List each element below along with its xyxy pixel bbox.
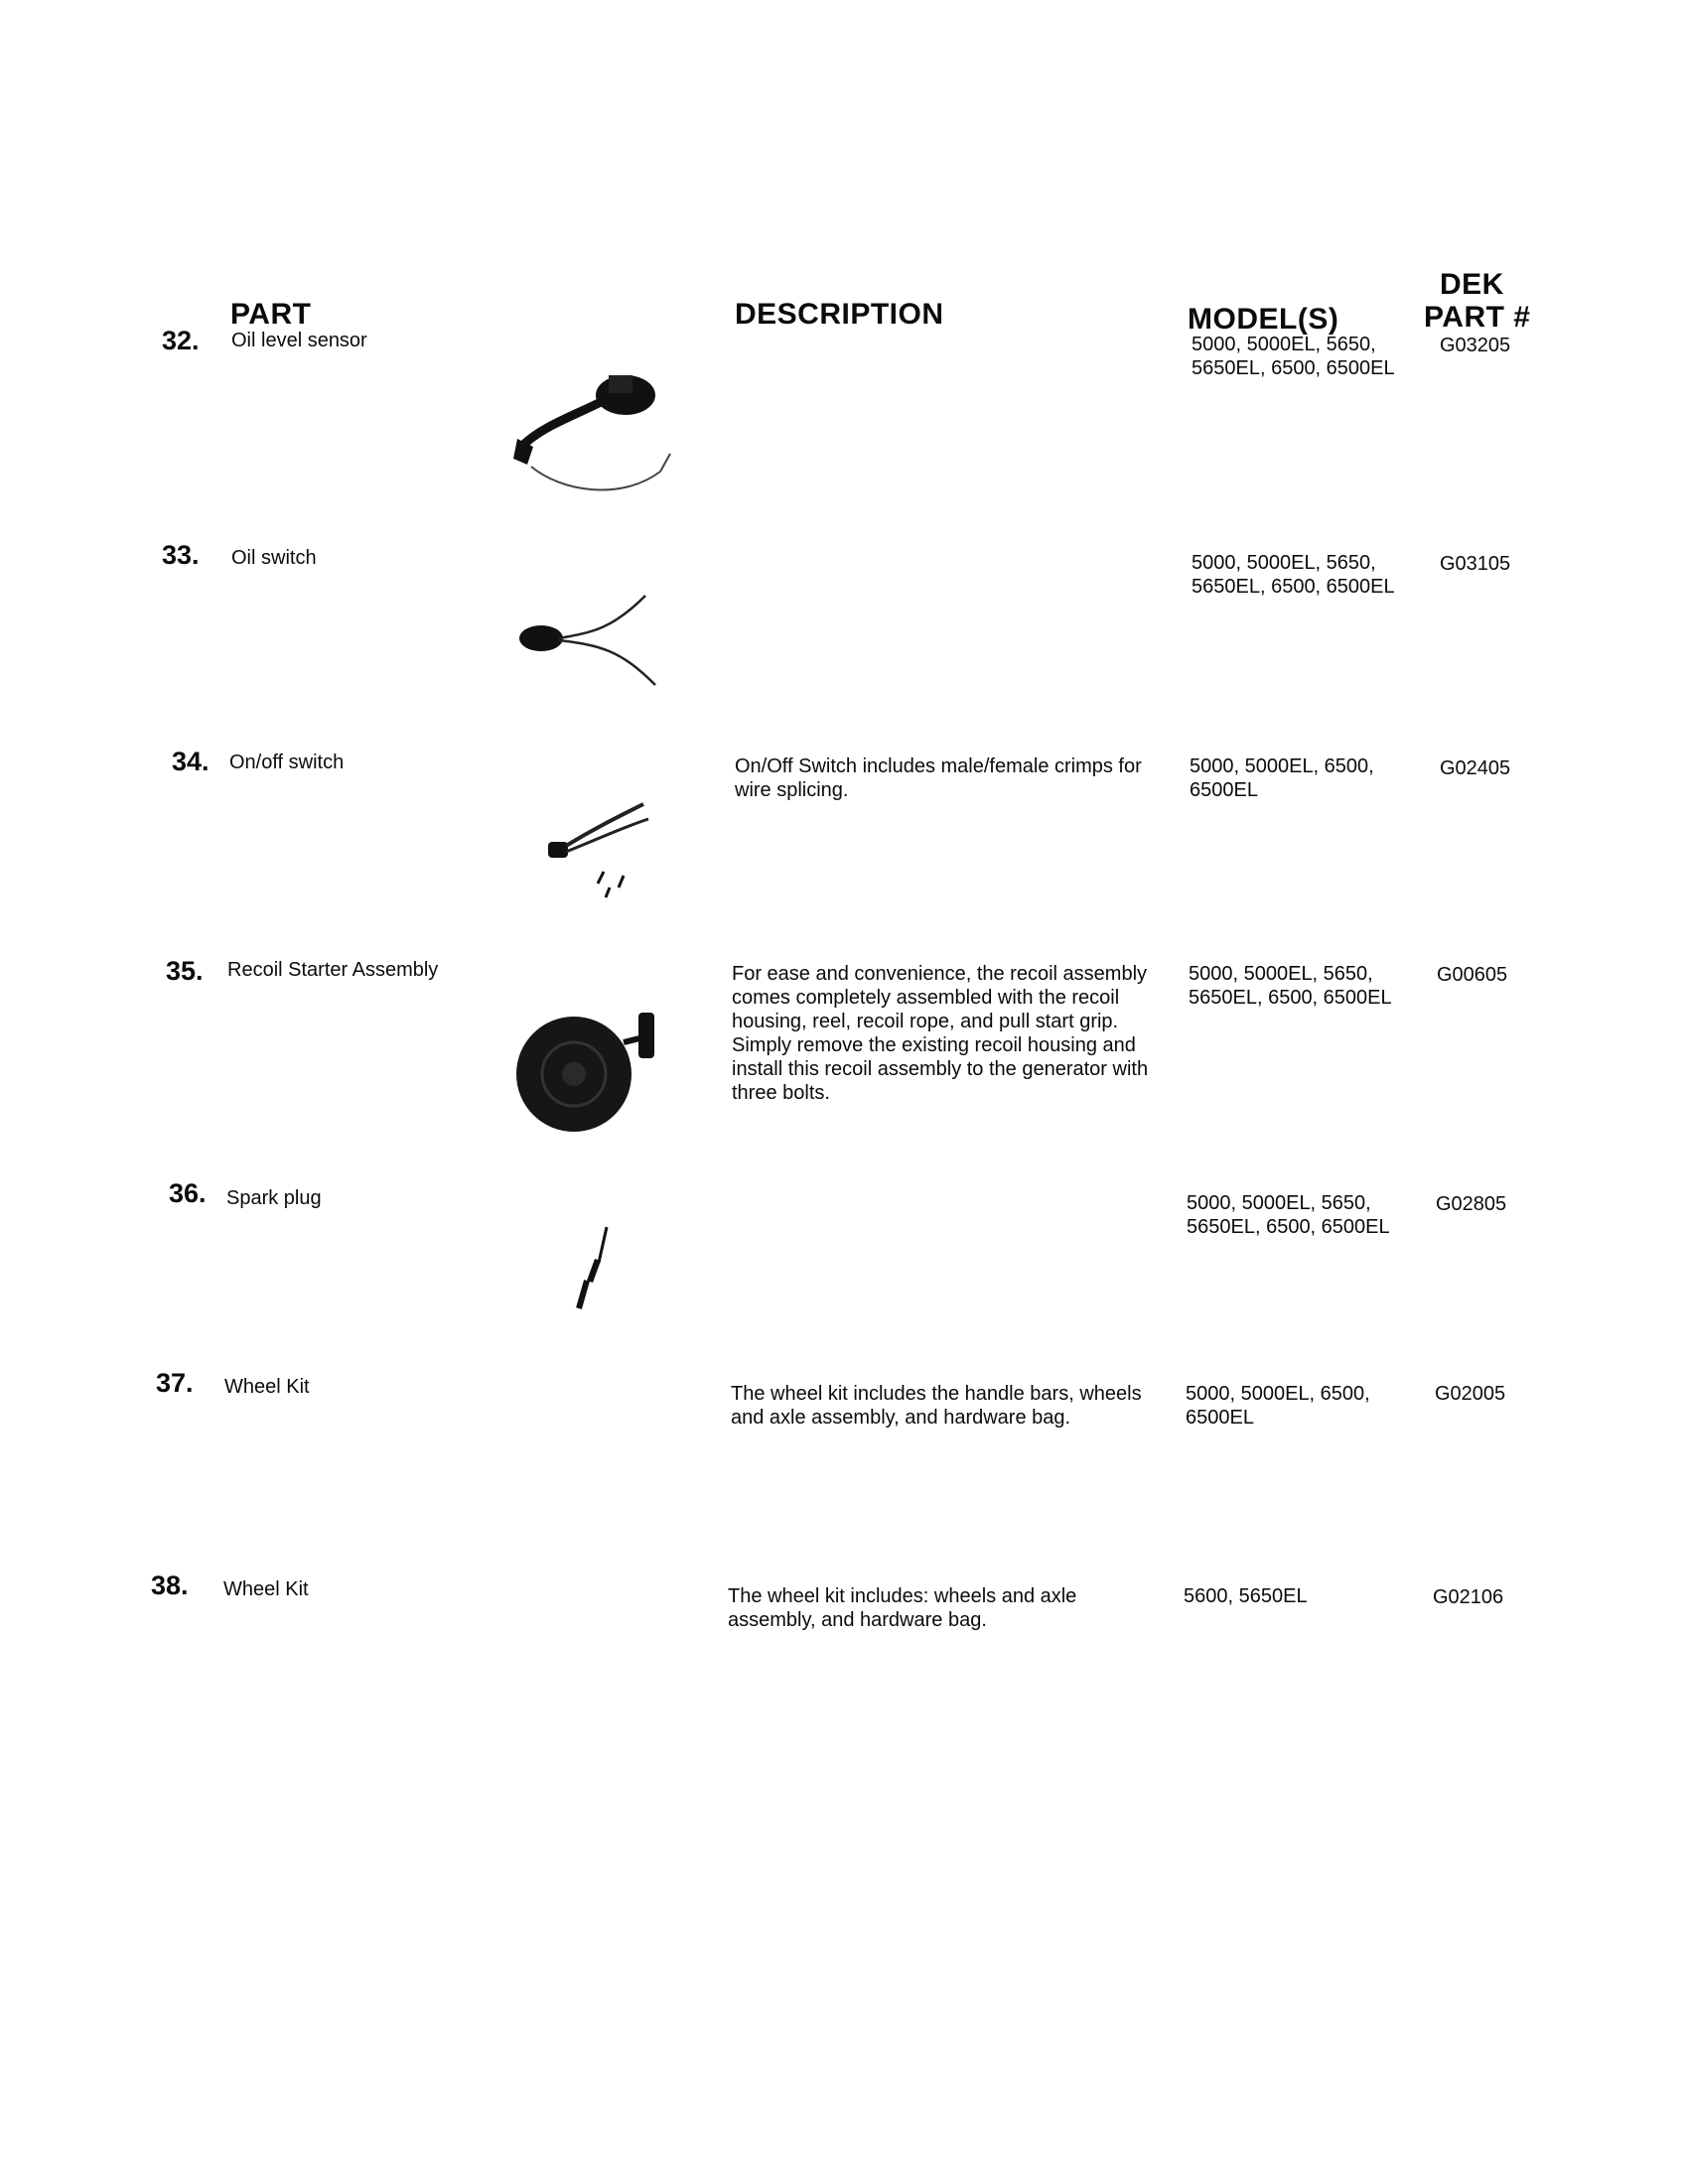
part-name: Wheel Kit xyxy=(224,1376,310,1398)
part-name: Wheel Kit xyxy=(223,1578,309,1600)
part-dek-number: G03105 xyxy=(1440,553,1511,575)
part-name: Oil switch xyxy=(231,547,317,569)
part-number-label: 37. xyxy=(156,1368,194,1398)
header-part-number: PART # xyxy=(1424,301,1531,334)
part-models: 5000, 5000EL, 6500, 6500EL xyxy=(1190,755,1374,801)
part-number-label: 33. xyxy=(162,540,200,570)
part-dek-number: G02405 xyxy=(1440,757,1511,779)
part-name: Spark plug xyxy=(226,1187,322,1209)
part-dek-number: G00605 xyxy=(1437,964,1508,986)
part-models: 5000, 5000EL, 5650, 5650EL, 6500, 6500EL xyxy=(1189,963,1392,1009)
part-models: 5000, 5000EL, 6500, 6500EL xyxy=(1186,1383,1370,1429)
part-number-label: 38. xyxy=(151,1570,189,1600)
part-number-label: 34. xyxy=(172,747,210,776)
part-dek-number: G02805 xyxy=(1436,1193,1507,1215)
part-dek-number: G02005 xyxy=(1435,1383,1506,1405)
part-models: 5000, 5000EL, 5650, 5650EL, 6500, 6500EL xyxy=(1192,552,1395,598)
part-name: On/off switch xyxy=(229,751,345,773)
on-off-switch-icon xyxy=(544,784,663,908)
part-number-label: 36. xyxy=(169,1178,207,1208)
part-models: 5000, 5000EL, 5650, 5650EL, 6500, 6500EL xyxy=(1187,1192,1390,1238)
part-description: The wheel kit includes: wheels and axle assembly, and hardware bag. xyxy=(728,1585,1077,1631)
recoil-starter-icon xyxy=(514,1003,673,1157)
header-models: MODEL(S) xyxy=(1188,303,1339,336)
part-description: On/Off Switch includes male/female crimps for wire splicing. xyxy=(735,755,1142,801)
part-models: 5600, 5650EL xyxy=(1184,1585,1308,1607)
part-models: 5000, 5000EL, 5650, 5650EL, 6500, 6500EL xyxy=(1192,334,1395,379)
part-dek-number: G02106 xyxy=(1433,1586,1504,1608)
part-description: For ease and convenience, the recoil assembly comes completely assembled with the recoil housing, reel, recoil rope, and pull start grip. Simply remove the existing recoil housing and install this recoil assembly to the generator with three bolts. xyxy=(732,963,1149,1104)
part-number-label: 35. xyxy=(166,956,204,986)
oil-level-sensor-icon xyxy=(501,357,680,511)
header-part: PART xyxy=(230,298,312,331)
oil-switch-icon xyxy=(511,591,670,695)
part-dek-number: G03205 xyxy=(1440,335,1511,356)
part-name: Oil level sensor xyxy=(231,330,367,351)
part-name: Recoil Starter Assembly xyxy=(227,959,439,981)
spark-plug-icon xyxy=(571,1223,621,1317)
part-description: The wheel kit includes the handle bars, wheels and axle assembly, and hardware bag. xyxy=(731,1383,1142,1429)
part-number-label: 32. xyxy=(162,326,200,355)
header-description: DESCRIPTION xyxy=(735,298,944,331)
header-dek: DEK xyxy=(1440,268,1504,301)
